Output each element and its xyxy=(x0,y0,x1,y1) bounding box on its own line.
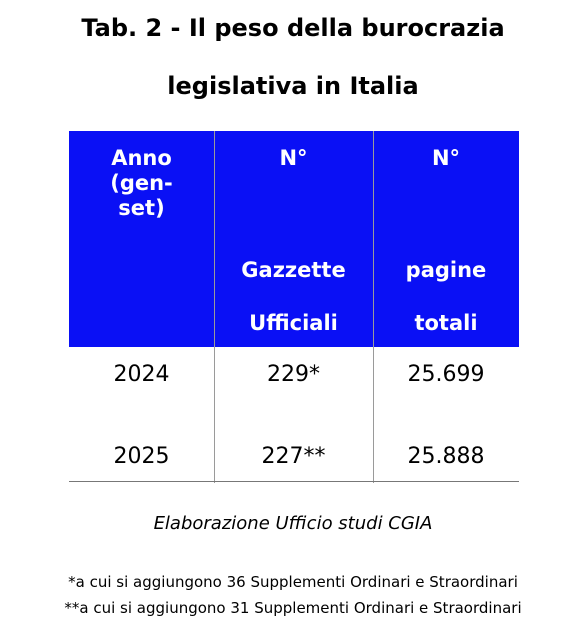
row-2025-anno: 2025 xyxy=(113,444,170,469)
bureaucracy-table xyxy=(69,131,519,483)
footnote-2: **a cui si aggiungono 31 Supplementi Ordinari e Straordinari xyxy=(64,599,522,617)
table-title-line-1: Tab. 2 - Il peso della burocrazia xyxy=(81,14,505,42)
column-divider-2 xyxy=(373,131,374,483)
header-gazzette-label: Gazzette xyxy=(241,258,346,282)
table-bottom-rule xyxy=(69,481,519,482)
row-2024-pagine: 25.699 xyxy=(407,362,485,387)
source-caption: Elaborazione Ufficio studi CGIA xyxy=(153,513,433,534)
table-title-line-2: legislativa in Italia xyxy=(167,72,419,100)
header-anno: Anno (gen- set) xyxy=(110,146,173,220)
header-pagine-label: pagine xyxy=(405,258,487,282)
footnote-1: *a cui si aggiungono 36 Supplementi Ordinari e Straordinari xyxy=(68,573,518,591)
header-ufficiali-label: Ufficiali xyxy=(249,311,338,335)
row-2024-gazzette: 229* xyxy=(267,362,320,387)
header-gazzette-number: N° xyxy=(279,146,308,170)
header-totali-label: totali xyxy=(414,311,478,335)
row-2025-gazzette: 227** xyxy=(261,444,326,469)
row-2025-pagine: 25.888 xyxy=(407,444,485,469)
row-2024-anno: 2024 xyxy=(113,362,170,387)
header-pagine-number: N° xyxy=(431,146,461,170)
column-divider-1 xyxy=(214,131,215,483)
